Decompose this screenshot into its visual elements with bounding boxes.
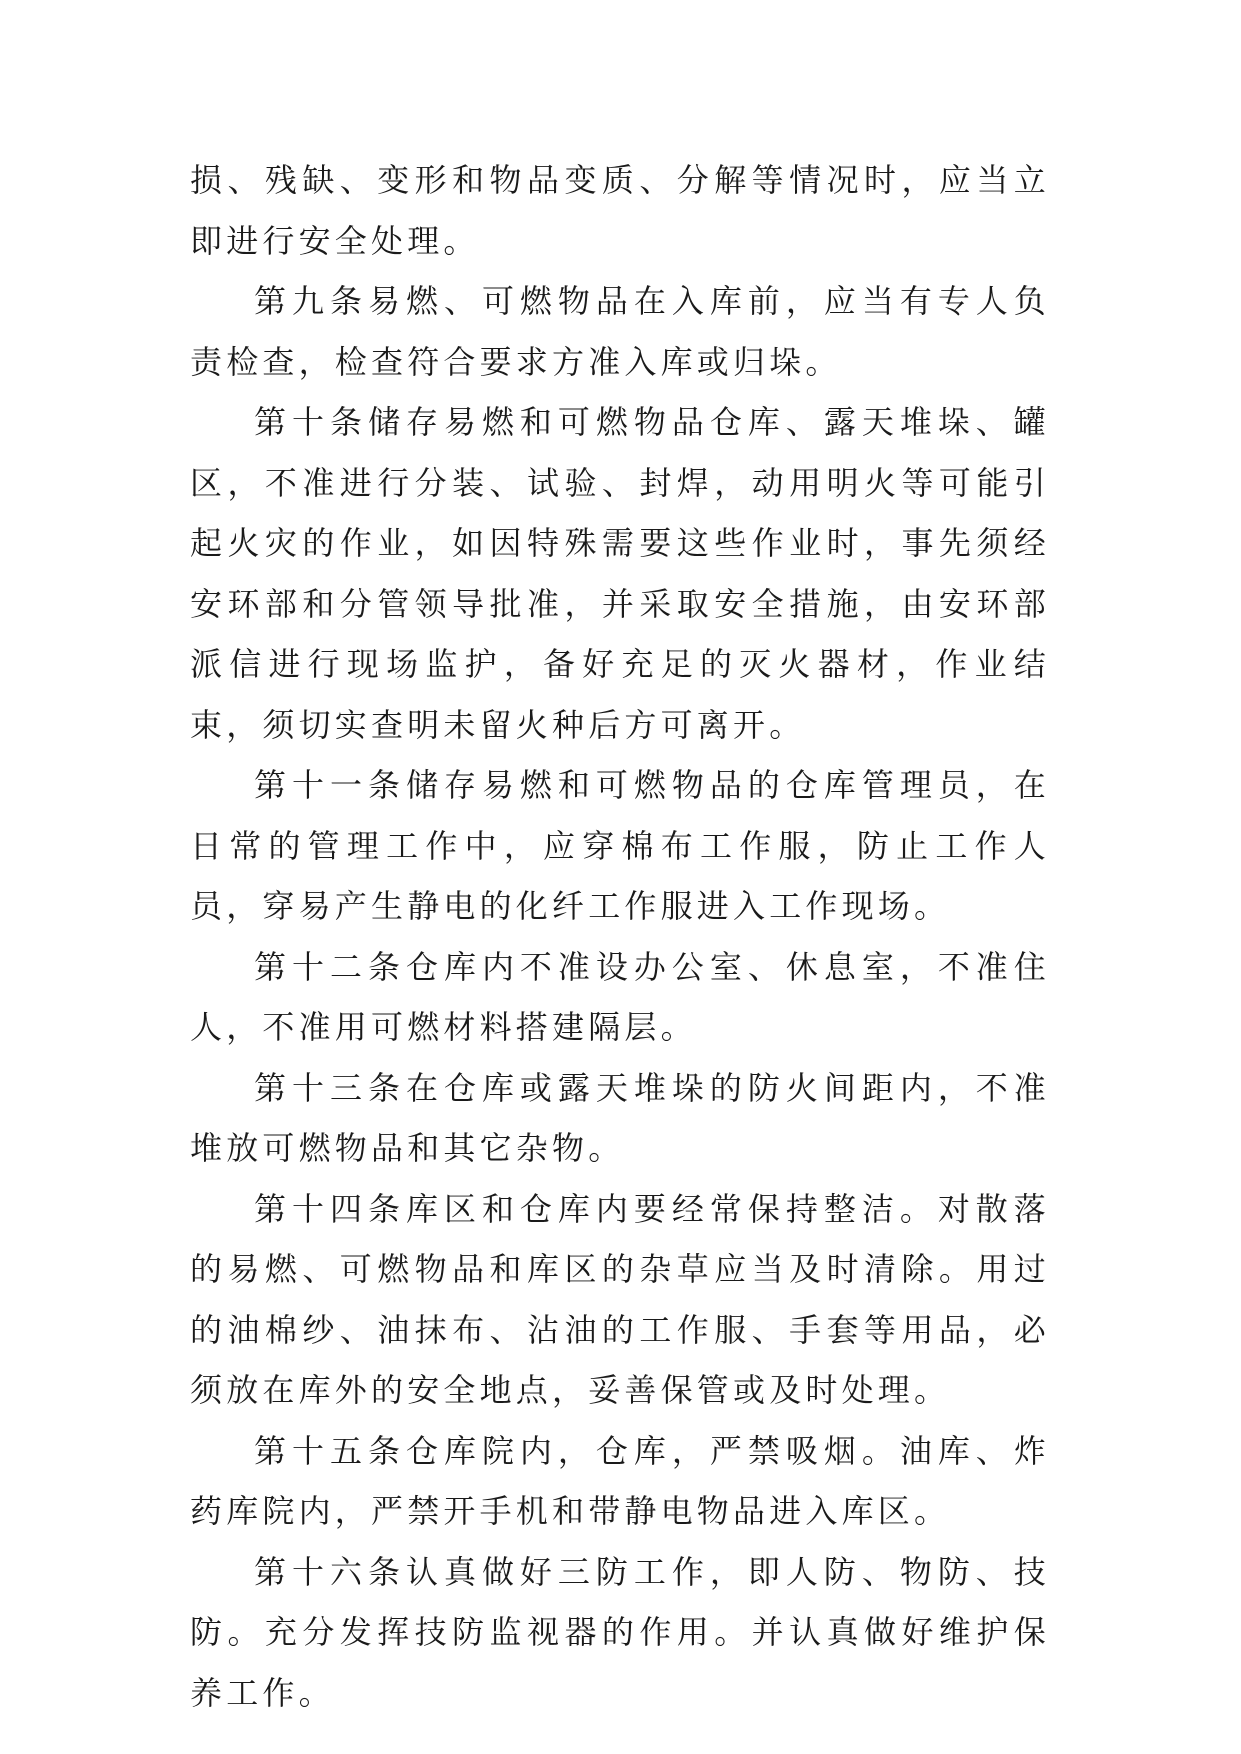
paragraph-continuation: 损、残缺、变形和物品变质、分解等情况时，应当立即进行安全处理。 bbox=[190, 161, 1050, 260]
paragraph-article-15: 第十五条仓库院内，仓库，严禁吸烟。油库、炸药库院内，严禁开手机和带静电物品进入库区。 bbox=[190, 1431, 1050, 1530]
paragraph-article-11: 第十一条储存易燃和可燃物品的仓库管理员，在日常的管理工作中，应穿棉布工作服，防止工作人员，穿易产生静电的化纤工作服进入工作现场。 bbox=[190, 766, 1050, 925]
paragraph-article-10: 第十条储存易燃和可燃物品仓库、露天堆垛、罐区，不准进行分装、试验、封焊，动用明火等可能引起火灾的作业，如因特殊需要这些作业时，事先须经安环部和分管领导批准，并采取安全措施，由安环部派信进行现场监护，备好充足的灭火器材，作业结束，须切实查明未留火种后方可离开。 bbox=[190, 403, 1050, 744]
paragraph-article-16: 第十六条认真做好三防工作，即人防、物防、技防。充分发挥技防监视器的作用。并认真做好维护保养工作。 bbox=[190, 1552, 1050, 1712]
paragraph-article-12: 第十二条仓库内不准设办公室、休息室，不准住人，不准用可燃材料搭建隔层。 bbox=[190, 947, 1050, 1046]
document-body bbox=[190, 150, 1050, 1723]
paragraph-article-14: 第十四条库区和仓库内要经常保持整洁。对散落的易燃、可燃物品和库区的杂草应当及时清除。用过的油棉纱、油抹布、沾油的工作服、手套等用品，必须放在库外的安全地点，妥善保管或及时处理。 bbox=[190, 1189, 1050, 1409]
paragraph-article-9: 第九条易燃、可燃物品在入库前，应当有专人负责检查，检查符合要求方准入库或归垛。 bbox=[190, 282, 1050, 381]
paragraph-article-13: 第十三条在仓库或露天堆垛的防火间距内，不准堆放可燃物品和其它杂物。 bbox=[190, 1068, 1050, 1167]
